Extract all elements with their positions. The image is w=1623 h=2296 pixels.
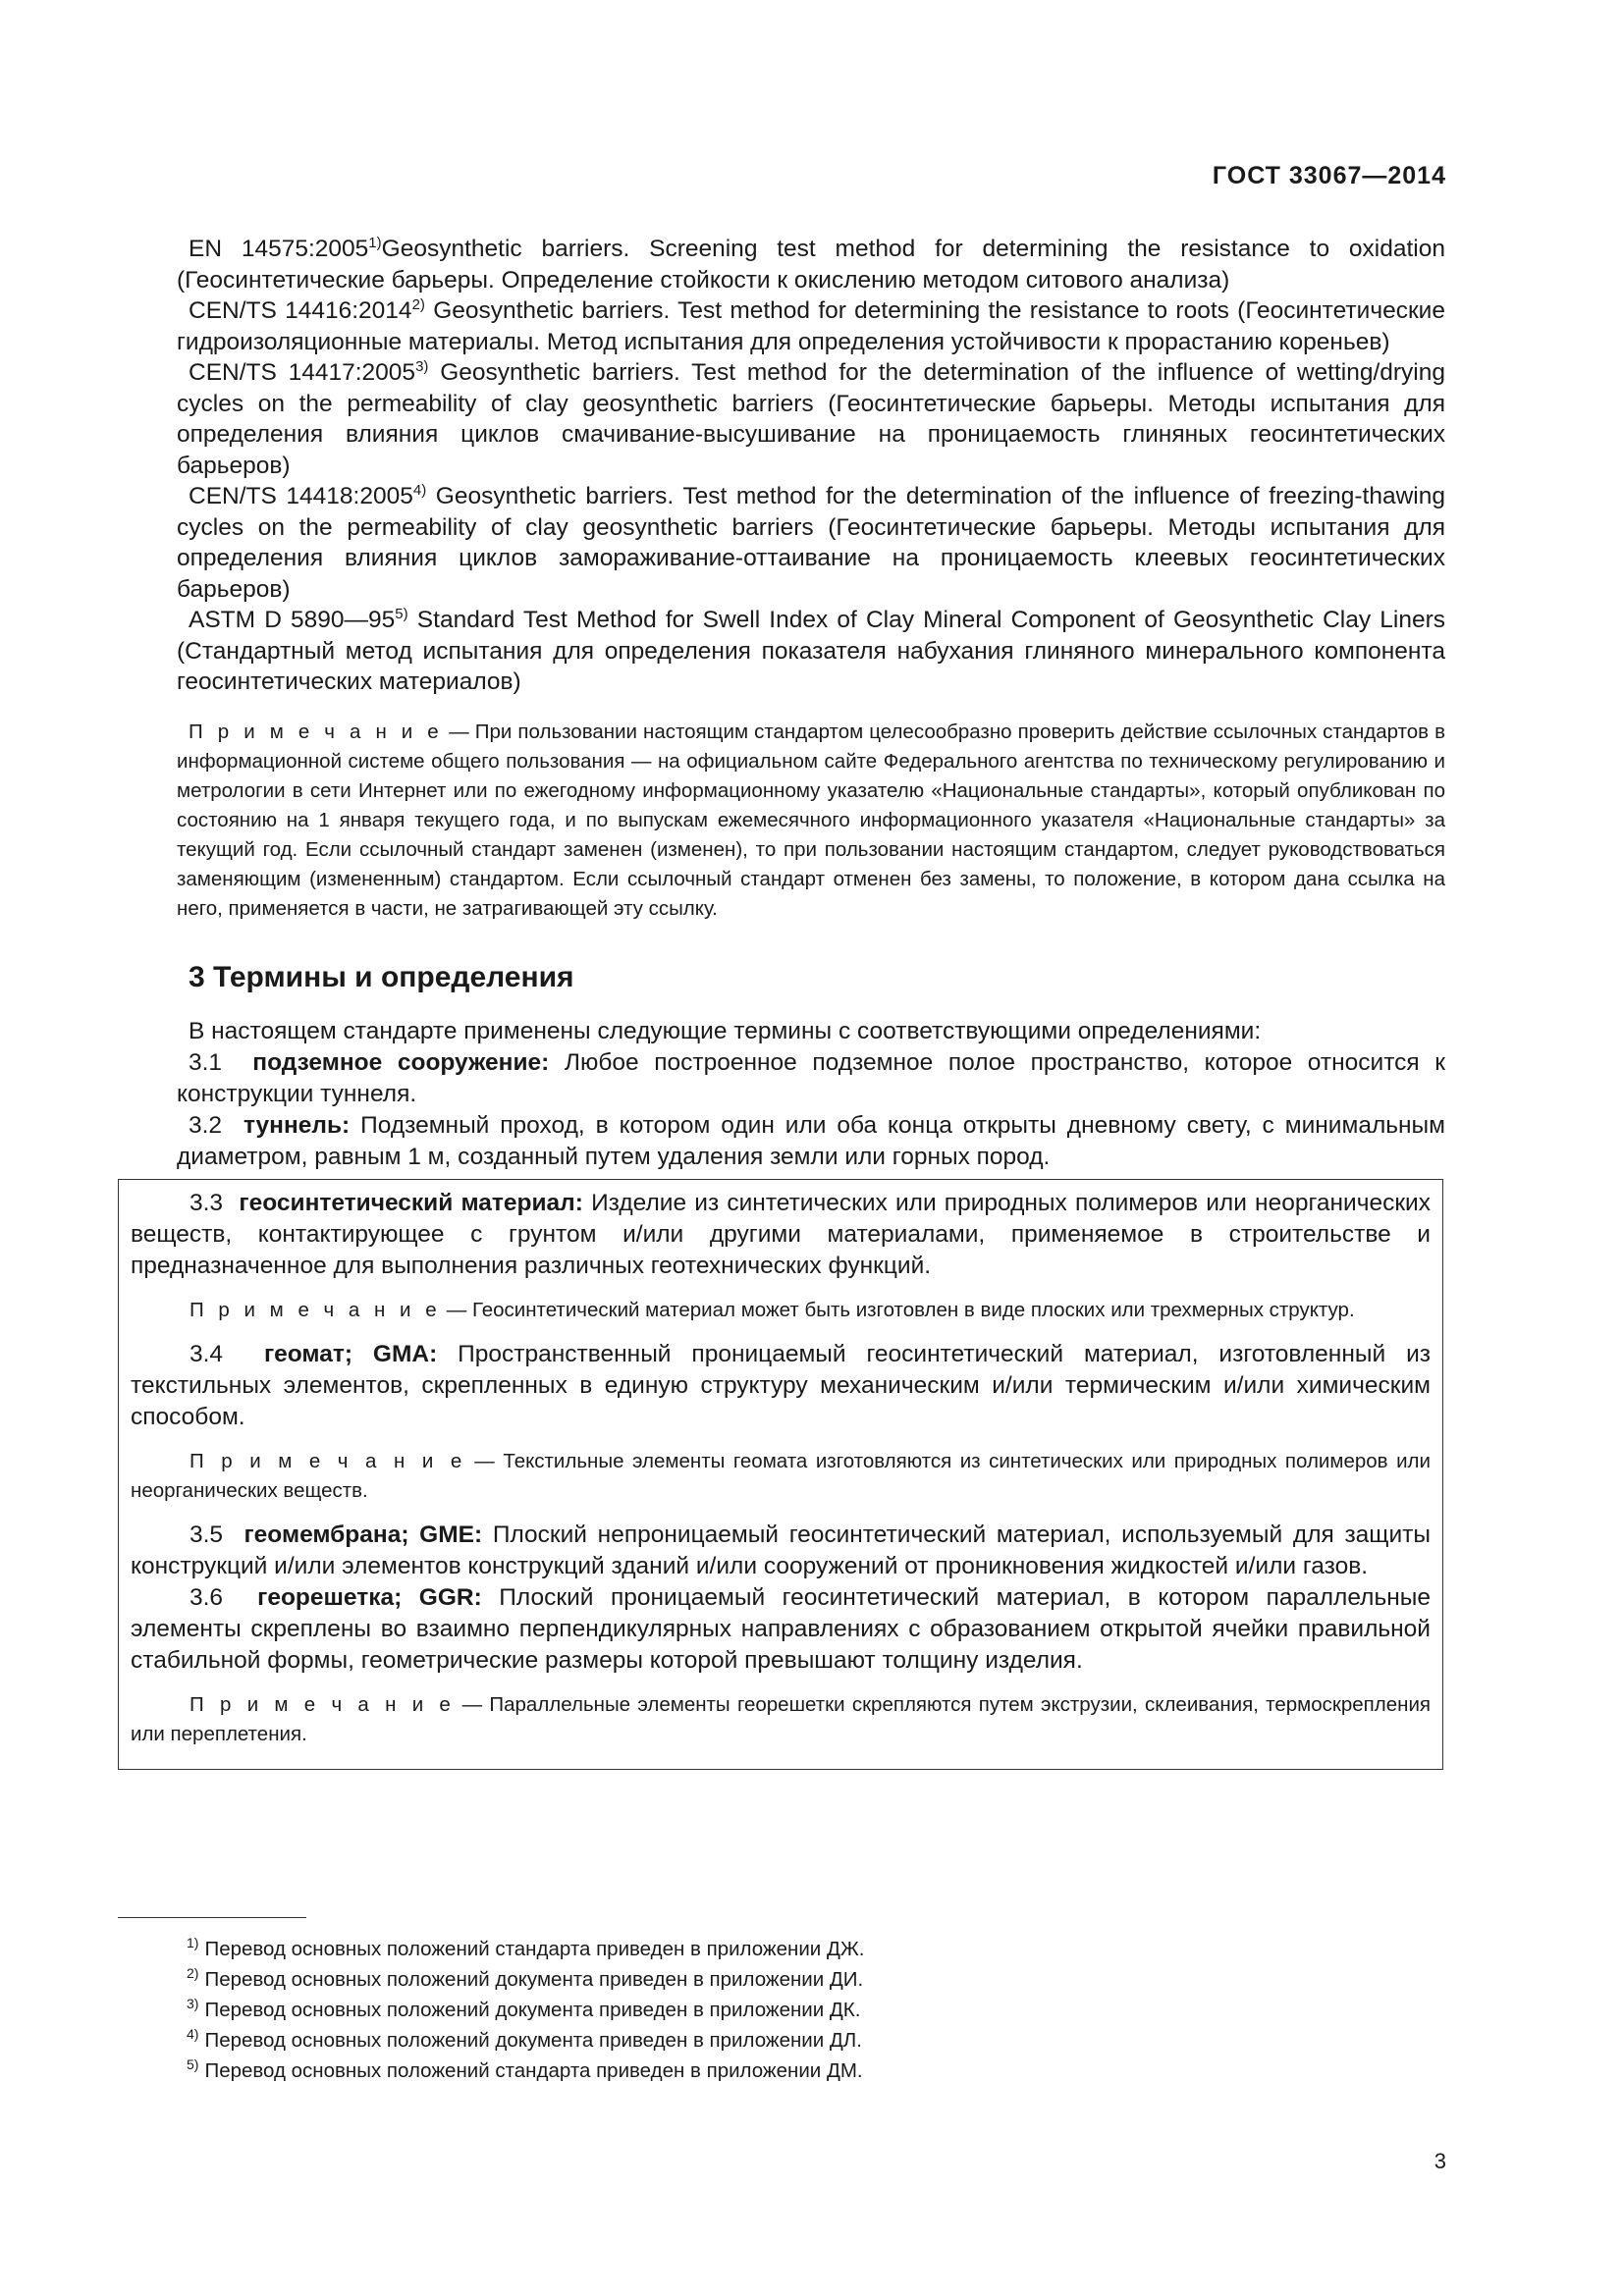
reference-code: CEN/TS 14417:2005 bbox=[189, 359, 416, 386]
reference-code: EN 14575:2005 bbox=[189, 236, 369, 262]
note-text: — Геосинтетический материал может быть изготовлен в виде плоских или трехмерных структур. bbox=[441, 1298, 1355, 1321]
footnote bbox=[177, 1934, 864, 1964]
term-note bbox=[131, 1447, 1431, 1506]
reference-entry bbox=[177, 295, 1445, 357]
term-note bbox=[131, 1690, 1431, 1749]
reference-text: Geosynthetic barriers. Test method for determining the resistance to roots (Геосинтетические гидроизоляционные материалы. Метод испытания для определения устойчивости к прорастанию кореньев) bbox=[177, 297, 1445, 355]
reference-entry bbox=[177, 481, 1445, 605]
note-label: П р и м е ч а н и е bbox=[189, 1298, 442, 1321]
footnote-text: Перевод основных положений стандарта приведен в приложении ДЖ. bbox=[204, 1938, 865, 1960]
term-number: 3.6 bbox=[189, 1583, 224, 1611]
references-note bbox=[177, 718, 1445, 924]
section-intro: В настоящем стандарте применены следующие термины с соответствующими определениями: bbox=[189, 1017, 1262, 1044]
term-number: 3.3 bbox=[189, 1189, 224, 1216]
term-number: 3.1 bbox=[189, 1048, 223, 1076]
footnotes bbox=[177, 1934, 864, 2086]
footnote-mark: 3) bbox=[415, 358, 429, 375]
footnote-mark: 4) bbox=[412, 482, 427, 499]
reference-text: Geosynthetic barriers. Test method for the determination of the influence of freezing-thawing cycles on the permeability of clay geosynthetic barriers (Геосинтетические барьеры. Методы испытания для определения влияния циклов замораживание-оттаивание на проницаемость клеевых геосинтетических барьеров) bbox=[177, 483, 1445, 603]
term-entry bbox=[131, 1582, 1431, 1677]
term-name: геомембрана; GME: bbox=[243, 1521, 483, 1548]
footnote-mark: 4) bbox=[187, 2026, 199, 2042]
note-label: П р и м е ч а н и е bbox=[189, 720, 444, 743]
term-definition: Плоский проницаемый геосинтетический материал, в котором параллельные элементы скреплены во взаимно перпендикулярных направлениях с образованием открытой ячейки правильной стабильной формы, геометрические размеры которой превышают толщину изделия. bbox=[131, 1583, 1431, 1674]
reference-entry bbox=[177, 234, 1445, 295]
reference-entry bbox=[177, 357, 1445, 481]
footnote-text: Перевод основных положений документа приведен в приложении ДК. bbox=[204, 1999, 861, 2021]
footnote-mark: 2) bbox=[411, 296, 425, 313]
footnote-text: Перевод основных положений документа приведен в приложении ДИ. bbox=[204, 1968, 864, 1991]
term-definition: Пространственный проницаемый геосинтетический материал, изготовленный из текстильных элементов, скрепленных в единую структуру механическим и/или термическим и/или химическим способом. bbox=[131, 1340, 1431, 1430]
term-entry bbox=[131, 1339, 1431, 1433]
footnote-divider bbox=[118, 1917, 306, 1918]
reference-text: Geosynthetic barriers. Screening test method for determining the resistance to oxidation (Геосинтетические барьеры. Определение стойкости к окислению методом ситового анализа) bbox=[177, 236, 1446, 294]
reference-code: CEN/TS 14418:2005 bbox=[189, 483, 413, 509]
main-content bbox=[131, 234, 1446, 1770]
footnote-text: Перевод основных положений стандарта приведен в приложении ДМ. bbox=[204, 2059, 863, 2082]
term-entry bbox=[131, 1188, 1431, 1282]
term-definition: Подземный проход, в котором один или оба конца открыты дневному свету, с минимальным диаметром, равным 1 м, созданный путем удаления земли или горных пород. bbox=[177, 1111, 1445, 1170]
footnote-mark: 5) bbox=[187, 2056, 199, 2072]
term-name: георешетка; GGR: bbox=[257, 1583, 482, 1611]
footnote-mark: 2) bbox=[187, 1965, 199, 1981]
term-definition: Плоский непроницаемый геосинтетический материал, используемый для защиты конструкций и/или элементов конструкций зданий и/или сооружений от проникновения жидкостей и/или газов. bbox=[131, 1521, 1431, 1579]
footnote-mark: 1) bbox=[187, 1935, 199, 1950]
note-label: П р и м е ч а н и е bbox=[189, 1692, 456, 1716]
term-name: геосинтетический материал: bbox=[239, 1189, 583, 1216]
footnote-mark: 1) bbox=[368, 235, 382, 251]
reference-code: CEN/TS 14416:2014 bbox=[189, 297, 412, 324]
reference-entry bbox=[177, 605, 1445, 698]
term-number: 3.2 bbox=[189, 1111, 223, 1139]
term-entry bbox=[177, 1047, 1445, 1110]
page-number: 3 bbox=[1434, 2149, 1446, 2173]
term-number: 3.4 bbox=[189, 1340, 224, 1367]
footnote-mark: 5) bbox=[395, 606, 408, 622]
boxed-terms-frame bbox=[118, 1179, 1443, 1770]
term-definition: Изделие из синтетических или природных полимеров или неорганических веществ, контактирующее с грунтом и/или другими материалами, применяемое в строительстве и предназначенное для выполнения различных геотехнических функций. bbox=[131, 1189, 1431, 1279]
footnote bbox=[177, 1995, 864, 2025]
reference-text: Standard Test Method for Swell Index of Clay Mineral Component of Geosynthetic Clay Liners (Стандартный метод испытания для определения показателя набухания глиняного минерального компонента геосинтетических материалов) bbox=[177, 607, 1445, 695]
note-text: — Параллельные элементы георешетки скрепляются путем экструзии, склеивания, термоскрепления или переплетения. bbox=[131, 1692, 1431, 1745]
standard-id-header: ГОСТ 33067—2014 bbox=[1212, 162, 1446, 189]
footnote bbox=[177, 1964, 864, 1995]
term-definition: Любое построенное подземное полое пространство, которое относится к конструкции туннеля. bbox=[177, 1048, 1445, 1107]
reference-text: Geosynthetic barriers. Test method for the determination of the influence of wetting/drying cycles on the permeability of clay geosynthetic barriers (Геосинтетические барьеры. Методы испытания для определения влияния циклов смачивание-высушивание на проницаемость глиняных геосинтетических барьеров) bbox=[177, 359, 1446, 479]
reference-code: ASTM D 5890—95 bbox=[189, 607, 396, 633]
term-entry bbox=[177, 1110, 1445, 1173]
note-label: П р и м е ч а н и е bbox=[189, 1449, 466, 1472]
footnote bbox=[177, 2025, 864, 2056]
term-name: подземное сооружение: bbox=[252, 1048, 550, 1076]
footnote bbox=[177, 2056, 864, 2086]
footnote-mark: 3) bbox=[187, 1996, 199, 2011]
footnote-text: Перевод основных положений документа приведен в приложении ДЛ. bbox=[204, 2029, 862, 2052]
note-text: — Текстильные элементы геомата изготовляются из синтетических или природных полимеров или неорганических веществ. bbox=[131, 1449, 1431, 1502]
note-text: — При пользовании настоящим стандартом целесообразно проверить действие ссылочных стандартов в информационной системе общего пользования — на официальном сайте Федерального агентства по техническому регулированию и метрологии в сети Интернет или по ежегодному информационному указателю «Национальные стандарты», который опубликован по состоянию на 1 января текущего года, и по выпускам ежемесячного информационного указателя «Национальные стандарты» за текущий год. Если ссылочный стандарт заменен (изменен), то при пользовании настоящим стандартом, следует руководствоваться заменяющим (измененным) стандартом. Если ссылочный стандарт отменен без замены, то положение, в котором дана ссылка на него, применяется в части, не затрагивающей эту ссылку. bbox=[177, 720, 1445, 920]
term-note bbox=[131, 1296, 1431, 1325]
term-name: геомат; GMA: bbox=[263, 1340, 438, 1367]
term-entry bbox=[131, 1520, 1431, 1582]
term-name: туннель: bbox=[243, 1111, 351, 1139]
term-number: 3.5 bbox=[189, 1521, 224, 1548]
section-heading: 3 Термины и определения bbox=[189, 960, 574, 993]
